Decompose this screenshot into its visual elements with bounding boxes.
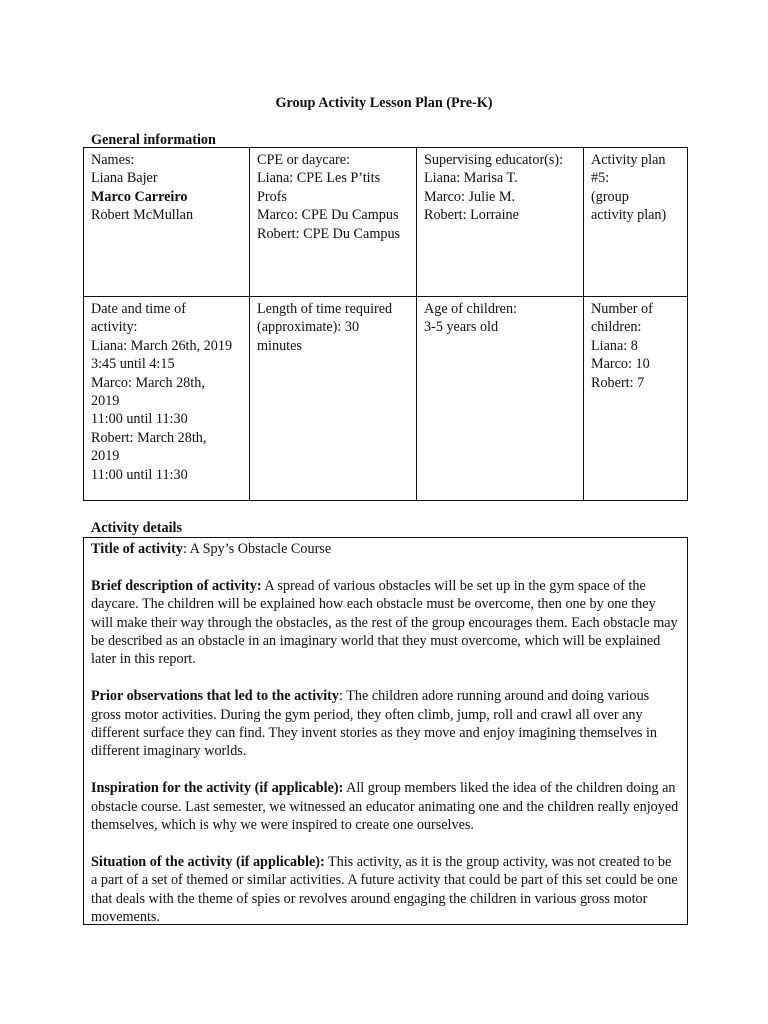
datetime-line: Date and time of <box>91 301 186 317</box>
age-cell <box>417 297 584 501</box>
brief-description-label: Brief description of activity: <box>91 577 262 594</box>
educators-label: Supervising educator(s): <box>424 152 564 168</box>
inspiration-label: Inspiration for the activity (if applicable): <box>91 780 344 797</box>
number-line: Number of <box>591 301 653 317</box>
number-line: Marco: 10 <box>591 356 650 373</box>
title-of-activity-label: Title of activity <box>91 541 183 557</box>
datetime-line: 11:00 until 11:30 <box>91 466 188 483</box>
inspiration-text: All group members liked the idea of the children doing an obstacle course. Last semester, we witnessed an educator animating one and the children really enjoyed themselves, which is why we were inspired to create one ourselves. <box>91 780 679 834</box>
table-row <box>84 297 688 501</box>
general-information-table <box>83 147 688 501</box>
member-name: Robert McMullan <box>91 207 194 224</box>
plan-line: activity plan) <box>591 207 667 224</box>
daycare-line: Profs <box>257 188 287 205</box>
daycare-label: CPE or daycare: <box>257 152 350 168</box>
datetime-line: Marco: March 28th, <box>91 374 205 391</box>
plan-line: #5: <box>591 170 610 187</box>
length-line: minutes <box>257 337 302 354</box>
length-line: (approximate): 30 <box>257 319 360 336</box>
title-of-activity <box>91 540 681 558</box>
date-time-cell <box>84 297 250 501</box>
datetime-line: 2019 <box>91 448 120 465</box>
prior-observations-label: Prior observations that led to the activity <box>91 688 339 705</box>
brief-description-text: A spread of various obstacles will be set up in the gym space of the daycare. The children will be explained how each obstacle must be overcome, then one by one they will make their way through the obstacles, as the rest of the group encourages them. Each obstacle may be described as an obstacle in an imaginary world that they must overcome, which will be explained later in this report. <box>91 577 678 668</box>
educators-cell <box>417 148 584 297</box>
number-of-children-cell <box>584 297 688 501</box>
situation <box>91 853 681 925</box>
names-label: Names: <box>91 152 135 168</box>
activity-plan-cell <box>584 148 688 297</box>
daycare-line: Marco: CPE Du Campus <box>257 207 399 224</box>
plan-line: Activity plan <box>591 152 666 168</box>
brief-description <box>91 577 681 669</box>
datetime-line: activity: <box>91 319 138 336</box>
daycare-line: Liana: CPE Les P’tits <box>257 170 381 187</box>
page-title: Group Activity Lesson Plan (Pre-K) <box>275 95 493 111</box>
educator-line: Marco: Julie M. <box>424 188 516 205</box>
length-line: Length of time required <box>257 301 393 317</box>
activity-details-box <box>83 537 688 925</box>
number-line: Robert: 7 <box>591 374 645 391</box>
number-line: Liana: 8 <box>591 337 638 354</box>
educator-line: Liana: Marisa T. <box>424 170 518 187</box>
names-cell <box>84 148 250 297</box>
age-line: Age of children: <box>424 301 517 317</box>
daycare-line: Robert: CPE Du Campus <box>257 225 401 242</box>
prior-observations-text: : The children adore running around and doing various gross motor activities. During the gym period, they often climb, jump, roll and crawl all over any different surface they can find. They invent stories as they move and enjoy imagining themselves in different imaginary worlds. <box>91 688 658 760</box>
inspiration <box>91 779 681 834</box>
member-name: Marco Carreiro <box>91 188 188 205</box>
number-line: children: <box>591 319 642 336</box>
member-name: Liana Bajer <box>91 170 158 187</box>
datetime-line: Robert: March 28th, <box>91 429 207 446</box>
title-of-activity-value: : A Spy’s Obstacle Course <box>182 541 332 557</box>
length-cell <box>250 297 417 501</box>
datetime-line: 3:45 until 4:15 <box>91 356 175 373</box>
datetime-line: Liana: March 26th, 2019 <box>91 337 233 354</box>
datetime-line: 2019 <box>91 393 120 410</box>
daycare-cell <box>250 148 417 297</box>
table-row <box>84 148 688 297</box>
prior-observations <box>91 687 681 761</box>
datetime-line: 11:00 until 11:30 <box>91 411 188 428</box>
general-information-heading: General information <box>91 132 216 148</box>
educator-line: Robert: Lorraine <box>424 207 519 224</box>
age-line: 3-5 years old <box>424 319 499 336</box>
activity-details-heading: Activity details <box>91 520 183 536</box>
situation-label: Situation of the activity (if applicable): <box>91 853 325 870</box>
situation-text: This activity, as it is the group activity, was not created to be a part of a set of themed or similar activities. A future activity that could be part of this set could be one that deals with the theme of spies or revolves around engaging the children in various gross motor movements. <box>91 853 678 925</box>
plan-line: (group <box>591 188 629 205</box>
